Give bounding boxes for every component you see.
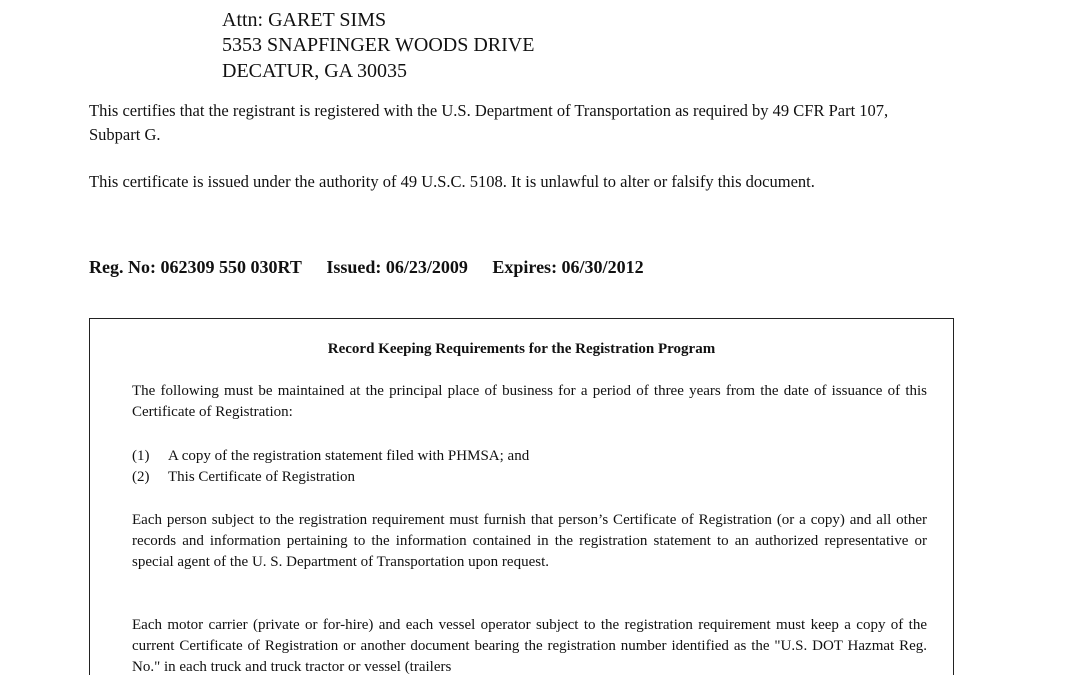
list-number: (2): [132, 469, 150, 485]
street-address: 5353 SNAPFINGER WOODS DRIVE: [222, 34, 535, 56]
registration-line: [89, 257, 664, 278]
box-paragraph-motor-carrier: Each motor carrier (private or for-hire) and each vessel operator subject to the registration requirement must keep a copy of the current Certificate of Registration or another document bearing the registration number identified as the "U.S. DOT Hazmat Reg. No." in each truck and truck tractor or vessel (trailers: [132, 617, 927, 675]
authority-paragraph: This certificate is issued under the authority of 49 U.S.C. 5108. It is unlawful to alter or falsify this document.: [89, 172, 815, 191]
reg-number: Reg. No: 062309 550 030RT: [89, 257, 302, 277]
box-intro: The following must be maintained at the principal place of business for a period of three years from the date of issuance of this Certificate of Registration:: [132, 383, 927, 420]
list-item: [132, 467, 355, 488]
issued-date: Issued: 06/23/2009: [326, 257, 468, 277]
list-text: This Certificate of Registration: [168, 469, 356, 485]
box-paragraph-furnish: Each person subject to the registration requirement must furnish that person’s Certificate of Registration (or a copy) and all other records and information pertaining to the information contained in the registration statement to an authorized representative or special agent of the U. S. Department of Transportation upon request.: [132, 512, 927, 570]
record-keeping-box: [89, 318, 954, 675]
city-state-zip: DECATUR, GA 30035: [222, 60, 408, 82]
certifies-paragraph: This certifies that the registrant is registered with the U.S. Department of Transportation as required by 49 CFR Part 107, Subpart G.: [89, 101, 889, 144]
box-title: Record Keeping Requirements for the Registration Program: [327, 341, 716, 357]
list-text: A copy of the registration statement filed with PHMSA; and: [168, 448, 530, 464]
list-item: [132, 446, 529, 467]
attn-line: Attn: GARET SIMS: [222, 9, 387, 31]
expires-date: Expires: 06/30/2012: [492, 257, 644, 277]
list-number: (1): [132, 448, 150, 464]
